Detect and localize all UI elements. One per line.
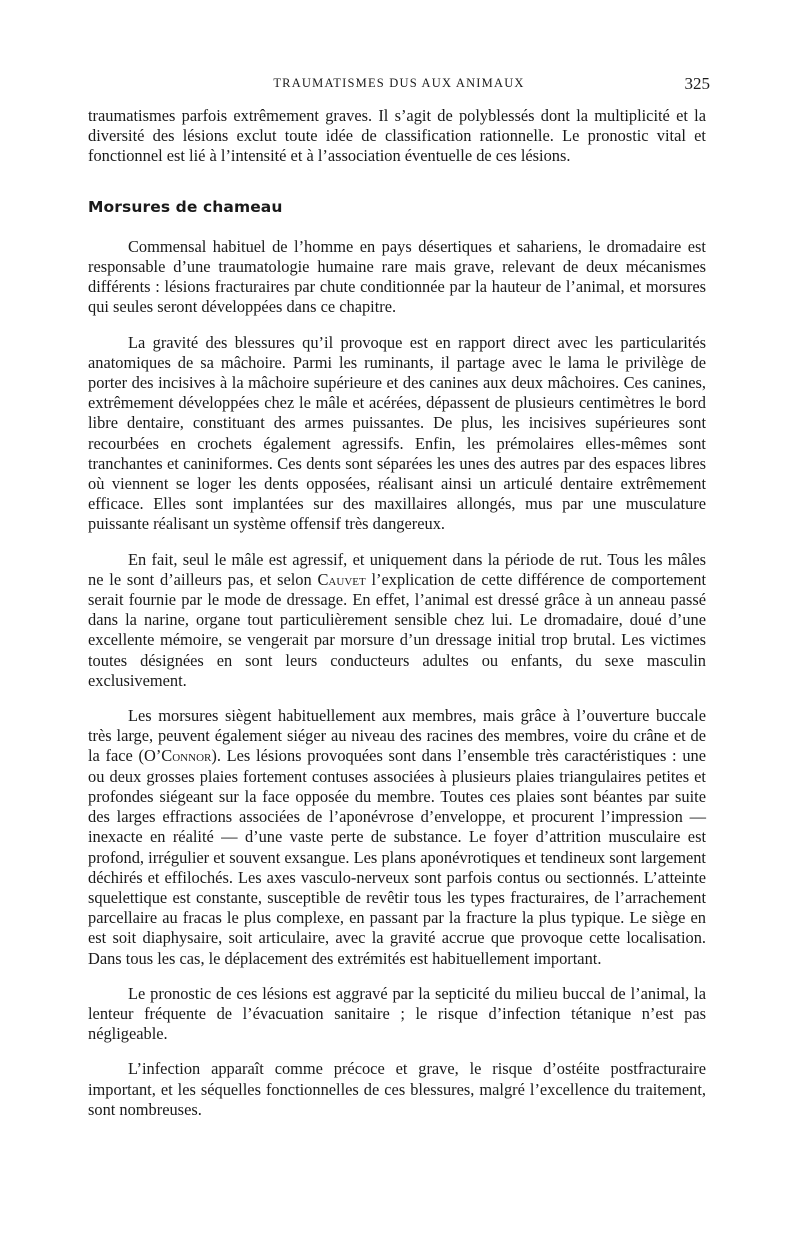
paragraph-4-text-end: ). Les lésions provoquées sont dans l’ensemble très caractéristiques : une ou deux grosses plaies fortement contuses associées à plusieurs plaies triangulaires petites et profondes siégeant sur la face opposée du membre. Toutes ces plaies sont béantes par suite des larges effractions associées de l’aponévrose d’enveloppe, et procurent l’impression — inexacte en réalité — d’une vaste perte de substance. Le foyer d’attrition musculaire est profond, irrégulier et souvent exsangue. Les plans aponévrotiques et tendineux sont largement déchirés et effilochés. Les axes vasculo-nerveux sont parfois contus ou sectionnés. L’atteinte squelettique est constante, susceptible de revêtir tous les types fracturaires, de l’arrachement parcellaire au fracas le plus complexe, en passant par la fracture la plus typique. Le siège en est soit diaphysaire, soit articulaire, avec la gravité accrue que provoque cette localisation. Dans tous les cas, le déplacement des extrémités est habituellement important. — [88, 746, 706, 968]
paragraph-5: Le pronostic de ces lésions est aggravé par la septicité du milieu buccal de l’animal, la lenteur fréquente de l’évacuation sanitaire ; le risque d’infection tétanique n’est pas négligeable. — [88, 983, 706, 1044]
paragraph-3-text-end: l’explication de cette différence de comportement serait fournie par le mode de dressage. En effet, l’animal est dressé grâce à un anneau passé dans la narine, organe tout particulièrement sensible chez lui. Le dromadaire, doué d’une excellente mémoire, se vengerait par morsure d’un dressage initial trop brutal. Les victimes toutes désignées en sont leurs conducteurs adultes ou enfants, du sexe masculin exclusivement. — [88, 569, 707, 690]
body-text — [88, 106, 706, 1120]
author-cauvet: Cauvet — [317, 569, 366, 589]
paragraph-1: Commensal habituel de l’homme en pays désertiques et sahariens, le dromadaire est responsable d’une traumatologie humaine rare mais grave, relevant de deux mécanismes différents : lésions fracturaires par chute conditionnée par la hauteur de l’animal, et morsures qui seules seront développées dans ce chapitre. — [88, 236, 706, 317]
paragraph-4-text-start: Les morsures siègent habituellement aux membres, mais grâce à l’ouverture buccale très large, peuvent également siéger au niveau des racines des membres, voire du crâne et de la face ( — [88, 706, 706, 766]
paragraph-3-text-start: En fait, seul le mâle est agressif, et uniquement dans la période de rut. Tous les mâles ne le sont d’ailleurs pas, et selon — [88, 549, 706, 589]
page-number: 325 — [684, 74, 710, 93]
running-title: TRAUMATISMES DUS AUX ANIMAUX — [273, 76, 525, 90]
running-header — [88, 74, 710, 94]
intro-paragraph: traumatismes parfois extrêmement graves. Il s’agit de polyblessés dont la multiplicité et la diversité des lésions exclut toute idée de classification rationnelle. Le pronostic vital et fonctionnel est lié à l’intensité et à l’association éventuelle de ces lésions. — [88, 106, 706, 166]
paragraph-6: L’infection apparaît comme précoce et grave, le risque d’ostéite postfracturaire important, et les séquelles fonctionnelles de ces blessures, malgré l’excellence du traitement, sont nombreuses. — [88, 1059, 706, 1119]
paragraph-4 — [88, 706, 706, 969]
section-heading: Morsures de chameau — [88, 197, 283, 216]
paragraph-2: La gravité des blessures qu’il provoque est en rapport direct avec les particularités anatomiques de sa mâchoire. Parmi les ruminants, il partage avec le lama le privilège de porter des incisives à la mâchoire supérieure et des canines aux deux mâchoires. Ces canines, extrêmement développées chez le mâle et acérées, dépassent de plusieurs centimètres le bord libre dentaire, constituant des armes puissantes. De plus, les incisives supérieures sont recourbées en crochets également agressifs. Enfin, les prémolaires elles-mêmes sont tranchantes et caniniformes. Ces dents sont séparées les unes des autres par des espaces libres où viennent se loger les dents opposées, réalisant ainsi un articulé dentaire extrêmement efficace. Elles sont implantées sur des maxillaires allongés, mus par une musculature puissante réalisant un système offensif très dangereux. — [88, 332, 706, 534]
paragraph-3 — [88, 550, 706, 691]
author-oconnor: O’Connor — [144, 746, 212, 766]
